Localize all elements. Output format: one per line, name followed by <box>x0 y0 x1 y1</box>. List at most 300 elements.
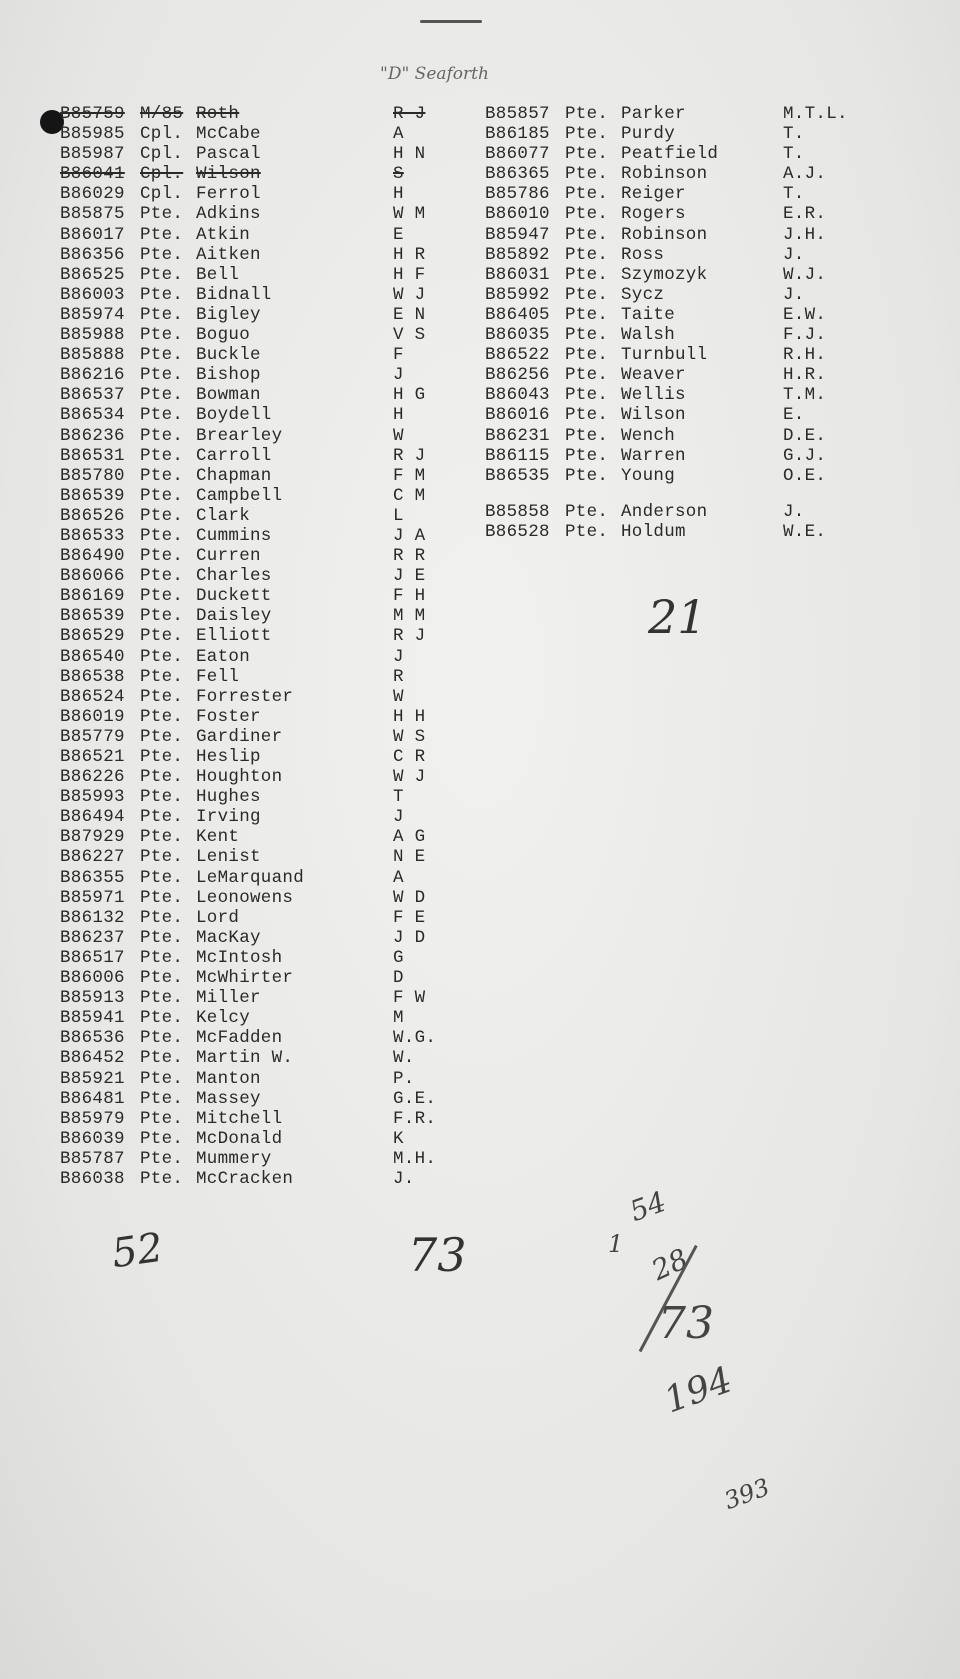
roster-row <box>485 345 863 365</box>
service-number: B86115 <box>485 445 550 466</box>
initials: W J <box>393 767 426 788</box>
roster-row <box>60 426 453 446</box>
roster-row <box>60 566 453 586</box>
rank: Pte. <box>140 345 184 366</box>
roster-row <box>60 707 453 727</box>
initials: D.E. <box>783 425 827 446</box>
surname: Wilson <box>196 164 261 185</box>
service-number: B85759 <box>60 104 125 124</box>
surname: Forrester <box>196 686 294 707</box>
initials: J E <box>393 566 426 587</box>
surname: Robinson <box>621 224 708 245</box>
service-number: B86538 <box>60 666 125 687</box>
roster-row <box>60 385 453 405</box>
roster-row <box>60 1069 453 1089</box>
initials: A <box>393 867 404 888</box>
service-number: B86019 <box>60 706 125 727</box>
surname: Lenist <box>196 847 261 868</box>
initials: H <box>393 184 404 205</box>
surname: Daisley <box>196 606 272 627</box>
initials: J. <box>783 501 805 522</box>
initials: A <box>393 124 404 145</box>
initials: H R <box>393 244 426 265</box>
service-number: B86522 <box>485 345 550 366</box>
surname: Weaver <box>621 365 686 386</box>
rank: Pte. <box>140 1148 184 1169</box>
service-number: B85993 <box>60 787 125 808</box>
roster-row <box>60 506 453 526</box>
rank: Pte. <box>140 304 184 325</box>
service-number: B86017 <box>60 224 125 245</box>
initials: H.R. <box>783 365 827 386</box>
rank: Pte. <box>140 947 184 968</box>
roster-row <box>60 1089 453 1109</box>
initials: J A <box>393 525 426 546</box>
roster-row <box>60 626 453 646</box>
rank: Pte. <box>565 284 609 305</box>
service-number: B86185 <box>485 124 550 145</box>
service-number: B86528 <box>485 521 550 542</box>
initials: K <box>393 1128 404 1149</box>
rank: Pte. <box>140 224 184 245</box>
roster-row <box>60 285 453 305</box>
initials: J. <box>393 1168 415 1189</box>
roster-row <box>60 847 453 867</box>
roster-row <box>485 426 863 446</box>
service-number: B86236 <box>60 425 125 446</box>
initials: F.J. <box>783 325 827 346</box>
service-number: B86041 <box>60 164 125 185</box>
surname: Ross <box>621 244 665 265</box>
service-number: B86494 <box>60 807 125 828</box>
roster-row <box>60 345 453 365</box>
handwritten-tally <box>600 1184 774 1530</box>
initials: W <box>393 686 404 707</box>
initials: C R <box>393 747 426 767</box>
rank: Pte. <box>565 144 609 165</box>
surname: Eaton <box>196 646 251 667</box>
initials: E N <box>393 304 426 325</box>
surname: Curren <box>196 546 261 567</box>
service-number: B86006 <box>60 968 125 989</box>
initials: T.M. <box>783 385 827 406</box>
surname: Purdy <box>621 124 676 145</box>
surname: Roth <box>196 104 240 124</box>
rank: Pte. <box>140 988 184 1009</box>
rank: Pte. <box>565 184 609 205</box>
handwritten-count-52: 52 <box>109 1224 166 1278</box>
rank: Pte. <box>140 1128 184 1149</box>
roster-row <box>60 988 453 1008</box>
rank: Pte. <box>565 104 609 124</box>
surname: McWhirter <box>196 968 294 989</box>
roster-row <box>60 325 453 345</box>
rank: Pte. <box>140 1108 184 1129</box>
service-number: B86003 <box>60 284 125 305</box>
handwritten-count-21: 21 <box>648 590 707 644</box>
roster-row <box>60 606 453 626</box>
service-number: B85892 <box>485 244 550 265</box>
surname: Peatfield <box>621 144 719 165</box>
service-number: B86016 <box>485 405 550 426</box>
initials: F.R. <box>393 1108 437 1129</box>
page-heading: "D" Seaforth <box>380 64 489 84</box>
initials: W.G. <box>393 1028 437 1049</box>
surname: Manton <box>196 1068 261 1089</box>
service-number: B86043 <box>485 385 550 406</box>
service-number: B86169 <box>60 586 125 607</box>
rank: Pte. <box>140 968 184 989</box>
roster-row <box>485 305 863 325</box>
rank: Pte. <box>565 425 609 446</box>
rank: Pte. <box>140 1168 184 1189</box>
service-number: B86256 <box>485 365 550 386</box>
roster-row <box>485 522 863 542</box>
rank: Pte. <box>140 546 184 567</box>
roster-row <box>60 124 453 144</box>
roster-row <box>60 1048 453 1068</box>
rank: M/85 <box>140 104 184 124</box>
surname: Parker <box>621 104 686 124</box>
surname: Mitchell <box>196 1108 283 1129</box>
initials: W.J. <box>783 264 827 285</box>
service-number: B86066 <box>60 566 125 587</box>
rank: Pte. <box>140 586 184 607</box>
initials: J <box>393 365 404 386</box>
service-number: B86077 <box>485 144 550 165</box>
handwritten-count-73: 73 <box>408 1228 467 1282</box>
rank: Pte. <box>565 325 609 346</box>
surname: Brearley <box>196 425 283 446</box>
row-gap <box>485 486 863 502</box>
roster-row <box>485 164 863 184</box>
roster-row <box>485 265 863 285</box>
roster-row <box>60 908 453 928</box>
surname: Cummins <box>196 525 272 546</box>
initials: W D <box>393 887 426 908</box>
initials: R.H. <box>783 345 827 366</box>
service-number: B85947 <box>485 224 550 245</box>
tally-value: 28 <box>646 1242 693 1287</box>
surname: Leonowens <box>196 887 294 908</box>
initials: E. <box>783 405 805 426</box>
service-number: B86539 <box>60 485 125 506</box>
roster-row <box>485 405 863 425</box>
rank: Pte. <box>565 204 609 225</box>
roster-row <box>60 1109 453 1129</box>
initials: F M <box>393 465 426 486</box>
surname: Elliott <box>196 626 272 647</box>
service-number: B86537 <box>60 385 125 406</box>
service-number: B86039 <box>60 1128 125 1149</box>
rank: Pte. <box>140 807 184 828</box>
rank: Pte. <box>565 264 609 285</box>
roster-row <box>60 928 453 948</box>
initials: V S <box>393 325 426 346</box>
service-number: B86231 <box>485 425 550 446</box>
roster-row <box>60 365 453 385</box>
roster-row <box>485 144 863 164</box>
service-number: B86525 <box>60 264 125 285</box>
surname: Szymozyk <box>621 264 708 285</box>
surname: Ferrol <box>196 184 261 205</box>
initials: J.H. <box>783 224 827 245</box>
rank: Pte. <box>140 907 184 928</box>
rank: Cpl. <box>140 164 184 185</box>
surname: McCabe <box>196 124 261 145</box>
rank: Pte. <box>140 264 184 285</box>
roster-row <box>60 1008 453 1028</box>
roster-row <box>60 265 453 285</box>
surname: Rogers <box>621 204 686 225</box>
service-number: B85988 <box>60 325 125 346</box>
surname: Reiger <box>621 184 686 205</box>
surname: Kelcy <box>196 1008 251 1029</box>
tally-value: 54 <box>625 1184 671 1229</box>
service-number: B87929 <box>60 827 125 848</box>
rank: Pte. <box>565 304 609 325</box>
service-number: B85858 <box>485 501 550 522</box>
roster-row <box>60 868 453 888</box>
initials: S <box>393 164 404 185</box>
rank: Pte. <box>565 124 609 145</box>
initials: G.E. <box>393 1088 437 1109</box>
roster-row <box>60 466 453 486</box>
surname: Pascal <box>196 144 261 165</box>
rank: Pte. <box>140 525 184 546</box>
surname: Mummery <box>196 1148 272 1169</box>
surname: Wellis <box>621 385 686 406</box>
rank: Pte. <box>140 566 184 587</box>
service-number: B86533 <box>60 525 125 546</box>
roster-row <box>485 124 863 144</box>
rank: Pte. <box>140 1028 184 1049</box>
roster-row <box>60 747 453 767</box>
service-number: B86535 <box>485 465 550 486</box>
rank: Pte. <box>140 385 184 406</box>
initials: R J <box>393 445 426 466</box>
surname: Chapman <box>196 465 272 486</box>
roster-row <box>485 466 863 486</box>
service-number: B86356 <box>60 244 125 265</box>
roster-row <box>60 486 453 506</box>
rank: Pte. <box>565 164 609 185</box>
initials: F E <box>393 907 426 928</box>
surname: Charles <box>196 566 272 587</box>
rank: Pte. <box>140 365 184 386</box>
roster-row <box>60 586 453 606</box>
rank: Pte. <box>140 1088 184 1109</box>
service-number: B85888 <box>60 345 125 366</box>
service-number: B86536 <box>60 1028 125 1049</box>
initials: R J <box>393 104 426 124</box>
service-number: B85992 <box>485 284 550 305</box>
initials: W J <box>393 284 426 305</box>
roster-row <box>485 325 863 345</box>
surname: Wilson <box>621 405 686 426</box>
service-number: B85913 <box>60 988 125 1009</box>
initials: G.J. <box>783 445 827 466</box>
service-number: B85921 <box>60 1068 125 1089</box>
service-number: B86526 <box>60 505 125 526</box>
surname: Fell <box>196 666 240 687</box>
initials: D <box>393 968 404 989</box>
surname: McCracken <box>196 1168 294 1189</box>
initials: G <box>393 947 404 968</box>
rank: Pte. <box>140 204 184 225</box>
roster-row <box>60 787 453 807</box>
rank: Pte. <box>140 706 184 727</box>
surname: Young <box>621 465 676 486</box>
initials: E <box>393 224 404 245</box>
surname: MacKay <box>196 927 261 948</box>
service-number: B86035 <box>485 325 550 346</box>
service-number: B85786 <box>485 184 550 205</box>
roster-row <box>60 1129 453 1149</box>
service-number: B86216 <box>60 365 125 386</box>
initials: R R <box>393 546 426 567</box>
service-number: B86237 <box>60 927 125 948</box>
rank: Pte. <box>140 465 184 486</box>
rank: Pte. <box>140 767 184 788</box>
initials: C M <box>393 485 426 506</box>
rank: Pte. <box>140 726 184 747</box>
surname: Bigley <box>196 304 261 325</box>
roster-row <box>60 225 453 245</box>
rank: Pte. <box>140 425 184 446</box>
rank: Pte. <box>565 385 609 406</box>
initials: L <box>393 505 404 526</box>
initials: H <box>393 405 404 426</box>
surname: Kent <box>196 827 240 848</box>
surname: Irving <box>196 807 261 828</box>
rank: Pte. <box>140 606 184 627</box>
rank: Pte. <box>140 887 184 908</box>
rank: Pte. <box>140 787 184 808</box>
roster-row <box>60 144 453 164</box>
roster-row <box>60 184 453 204</box>
roster-row <box>485 204 863 224</box>
rank: Pte. <box>140 405 184 426</box>
rank: Pte. <box>140 686 184 707</box>
surname: Clark <box>196 505 251 526</box>
rank: Pte. <box>140 1008 184 1029</box>
rank: Pte. <box>140 927 184 948</box>
roster-row <box>60 164 453 184</box>
service-number: B86355 <box>60 867 125 888</box>
service-number: B86038 <box>60 1168 125 1189</box>
initials: F H <box>393 586 426 607</box>
surname: Martin W. <box>196 1048 294 1069</box>
surname: Buckle <box>196 345 261 366</box>
surname: Sycz <box>621 284 665 305</box>
roster-row <box>60 727 453 747</box>
surname: Boydell <box>196 405 272 426</box>
rank: Pte. <box>140 666 184 687</box>
initials: W <box>393 425 404 446</box>
rank: Pte. <box>565 405 609 426</box>
service-number: B85941 <box>60 1008 125 1029</box>
service-number: B85985 <box>60 124 125 145</box>
service-number: B85857 <box>485 104 550 124</box>
initials: R <box>393 666 404 687</box>
rank: Pte. <box>140 445 184 466</box>
rank: Pte. <box>565 501 609 522</box>
rank: Pte. <box>140 325 184 346</box>
surname: Massey <box>196 1088 261 1109</box>
surname: McDonald <box>196 1128 283 1149</box>
surname: Houghton <box>196 767 283 788</box>
roster-row <box>485 225 863 245</box>
rank: Cpl. <box>140 144 184 165</box>
surname: Heslip <box>196 747 261 767</box>
rank: Pte. <box>140 284 184 305</box>
initials: F W <box>393 988 426 1009</box>
roster-row <box>485 245 863 265</box>
service-number: B86227 <box>60 847 125 868</box>
roster-row <box>60 446 453 466</box>
surname: Robinson <box>621 164 708 185</box>
surname: Holdum <box>621 521 686 542</box>
initials: T. <box>783 184 805 205</box>
initials: W S <box>393 726 426 747</box>
rank: Pte. <box>140 626 184 647</box>
surname: Bishop <box>196 365 261 386</box>
surname: Aitken <box>196 244 261 265</box>
rank: Pte. <box>565 224 609 245</box>
roster-row <box>60 204 453 224</box>
rank: Pte. <box>140 646 184 667</box>
initials: J. <box>783 284 805 305</box>
surname: Turnbull <box>621 345 708 366</box>
roster-left-column <box>60 104 453 1189</box>
roster-row <box>485 385 863 405</box>
service-number: B85974 <box>60 304 125 325</box>
tally-value: 1 <box>608 1230 624 1258</box>
rank: Pte. <box>565 244 609 265</box>
initials: J D <box>393 927 426 948</box>
initials: A.J. <box>783 164 827 185</box>
service-number: B86540 <box>60 646 125 667</box>
initials: F <box>393 345 404 366</box>
initials: E.R. <box>783 204 827 225</box>
initials: M.T.L. <box>783 104 848 124</box>
surname: Boguo <box>196 325 251 346</box>
rank: Pte. <box>140 505 184 526</box>
initials: O.E. <box>783 465 827 486</box>
initials: J <box>393 646 404 667</box>
surname: Hughes <box>196 787 261 808</box>
initials: M.H. <box>393 1148 437 1169</box>
service-number: B86524 <box>60 686 125 707</box>
surname: Taite <box>621 304 676 325</box>
service-number: B86405 <box>485 304 550 325</box>
roster-row <box>60 104 453 124</box>
service-number: B85979 <box>60 1108 125 1129</box>
initials: J. <box>783 244 805 265</box>
initials: T <box>393 787 404 808</box>
initials: W M <box>393 204 426 225</box>
roster-right-column <box>485 104 863 542</box>
service-number: B86452 <box>60 1048 125 1069</box>
rank: Pte. <box>565 365 609 386</box>
roster-row <box>60 807 453 827</box>
tally-value: 393 <box>720 1473 774 1515</box>
surname: Duckett <box>196 586 272 607</box>
service-number: B85779 <box>60 726 125 747</box>
top-rule <box>420 20 482 23</box>
roster-row <box>485 365 863 385</box>
